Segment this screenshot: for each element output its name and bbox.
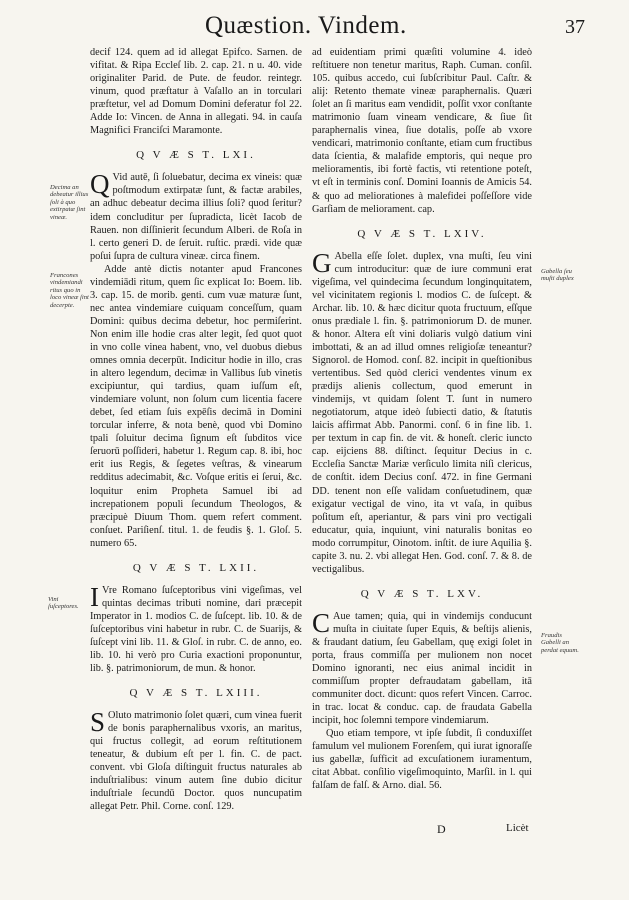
question-63-text: Oluto matrimonio ſolet quæri, cum vinea fuerit de bonis paraphernalibus vxoris, an maritus, qui fructus collegit, ad eorum reſtitutionem teneatur, & dubium eſt per l. fin. C. de pact. convent. vbi Gloſa diſtinguit fructus naturales ab induſtrialibus: vinum autem ſine dubio dicitur induſtriale ſecundū Doctor. quos nuncupatim allegat Petr. Phil. Corne. conſ. 129. [90, 710, 302, 813]
margin-note-decima: Decima an debeatur illius ſoli à quo extirpatæ ſint vineæ. [50, 184, 89, 221]
signature-mark: D [437, 822, 446, 836]
question-heading-62: Q V Æ S T. LXII. [132, 561, 260, 574]
question-heading-63: Q V Æ S T. LXIII. [129, 687, 263, 700]
question-62-text: Vre Romano ſuſceptoribus vini vigeſimas, vel quintas decimas tributi nomine, dari præcepit Imperator in 1. modios C. de ſuſcept. lib. 10. & de ſuſceptoribus vini habetur in rubr. C. de Suarijs, & ſuſcept vini lib. 11. & Gloſ. in rubr. C. de anno, eo. lib. 10. hi verò pro Curia exactioni proponuntur, lib. §. patrimoniorum, de mun. & honor. [90, 584, 302, 675]
margin-note-fraudis: Fraudis Gabelli an perdat equum. [541, 632, 579, 654]
question-64-text: Abella eſſe ſolet. duplex, vna muſti, ſeu vini cum introducitur: quæ de iure communi erat vigeſima, vel quindecima ſecundum longinquitatem, vel vicinitatem regionis l. modios C. de ſuſcept. & Archar. lib. 10. & hæc dicitur quota fructuum, eſſque onus prædiale l. fin. §. patrimoniorum D. de muner. & honor. Altera eſt vini doliaris vulgò datium vini imbottati, & an ad illud omnes religioſæ teneantur? Signorol. de Homod. conſ. 82. incipit in queſtionibus vertentibus. Sed quòd clerici vendentes vinum ex prædijs alienis collectum, quod emerunt in vindemijs, vt quidam ſolent T. ſunt in numero negotiatorum, atque ideò ſubiecti datio, & ſtatutis laicis affirmat Abb. Panormi. conſ. 6 in fine lib. 1. per textum in cap fin. de vit. & honeſt. cleric iuncto cap. eijciens 88. diſtinct. ſequitur Decius in c. Eccleſia Sanctæ Mariæ verſiculo limita niſi clericus, de conſtit. idem Decius conſ. 472. in fine Germani DD. tenent non eſſe validam conſuetudinem, quæ exigatur vectigal de vino, ita vt vaſa, in quibus poſitum eſt, aperiantur, & pars vini pro vectigali educatur, quia, inquiunt, vini naturalis bonitas eo modo corrumpitur, Oinotom. inſtit. de iure Aquilia §. capite 3. nu. 2. vbi allegat Hen. God. conſ. 7. & 8. de vectigalibus. [312, 250, 532, 575]
margin-note-francones: Francones vindemiandi ritus quo in loco vineæ ſint decerpte. [50, 272, 89, 309]
question-65-body [312, 607, 532, 727]
page-number: 37 [565, 16, 585, 38]
dropcap-64: G [312, 247, 332, 278]
right-column [312, 46, 532, 793]
question-heading-64: Q V Æ S T. LXIV. [357, 227, 487, 240]
dropcap-62: I [90, 581, 99, 612]
left-column [90, 46, 302, 814]
question-61-text: Vid autē, ſi ſoluebatur, decima ex vineis: quæ poſtmodum extirpatæ ſunt, & factæ arabiles, an adhuc debeatur decima illius ſoli? quod ſeritur? idem concluditur per ſupradicta, licèt Iacob de Rauen. non diſſinierit ſecundum Alberi. de Roſa in l. certo generi D. de ſeruit. ruſtic. prædi. vide quæ poſui ſupra de cultura vineæ. circa finem. [90, 172, 302, 262]
margin-note-gabella: Gabella ſeu muſti duplex [541, 268, 574, 283]
question-heading-61: Q V Æ S T. LXI. [136, 149, 256, 162]
question-64-body [312, 247, 532, 576]
question-61-body [90, 171, 302, 262]
dropcap-65: C [312, 607, 331, 638]
question-61-para2: Adde antè dictis notanter apud Francones vindemiādi ritum, quem ſic explicat Io: Boem. lib. 3. cap. 15. de morib. genti. cum vuæ maturæ ſunt, nec antea vindemiare cuiquam conceſſum, quam Domini: quibus decima debetur, hoc permiſerint. Non enim ille hodie cras alter legit, ſed quot quot in vno colle vinea habent, vno, vel duobus diebus omnes omnia decerpūt. Indicitur hodie in illo, cras in altero legendum, decimæ in Vallibus ſub vinetis excipiuntur, qui tardius, quam iuſſum eſt, vindemiare volunt, non ſolum cum licentia facere debet, ſed etiam ſuis expēſis decimā in Domini torcular inferre, & nota benè, quod vbi Domino tpali ſoluitur decima ſignum eſt ſubditos vice ſeruorū poſſideri, habetur 1. Regum cap. 8. ibi, hoc erit ius Regis, & ſegetes veſtras, & vinearum redditus adecimabit, &c. Voſque eritis ei ſerui, &c. loquitur enim Propheta Samuel ibi ad increpationem populi ſecundum Theologos, & præcipuè Diuum Thom. quem refert comment. conſuet. Pariſienſ. titul. 1. de feudis §. 1. Gloſ. 5. numero 65. [90, 263, 302, 549]
catchword: Licèt [506, 822, 529, 834]
question-heading-65: Q V Æ S T. LXV. [360, 587, 484, 600]
question-63-body [90, 709, 302, 813]
left-continuation: decif 124. quem ad id allegat Epifco. Sarnen. de vifitat. & Ripa Eccleſ lib. 2. cap. 21. n u. 40. vide originaliter Parid. de Pute. de feudor. reintegr. vinum, quod præftatur à Vaſallo an in torculari præftetur, vel ad Domum Domini deferatur fol 22. Adde Io: Vincen. de Anna in allegati. 94. in cauſa Magnifici Franciſci Maramonte. [90, 47, 302, 137]
question-65-text: Aue tamen; quia, qui in vindemijs conducunt muſta in ciuitate ſuper Equis, & beſtijs alienis, & fraudant datium, ſeu Gabellam, quę exigi ſolet in porta, fraus commiſſa per mulionem non nocet Domino ignoranti, nec eius animal incidit in commiſſum propter defraudatam gabellam, itā communiter doct. dicunt: quos refert Vincen. Carroc. in trac. locat & conduc. cap. de fraudata Gabella incipit, hoc ſolemni tempore vindemiarum. [312, 610, 532, 727]
page-header [0, 12, 629, 46]
question-62-body [90, 581, 302, 675]
dropcap-61: Q [90, 169, 110, 200]
question-65-para2: Quo etiam tempore, vt ipſe ſubdit, ſi conduxiſſet famulum vel mulionem Forenſem, qui iurat ignoraſſe ius gabellæ, ſufficit ad excuſationem iuramentum, citat Abbat. conſilio vigeſimoquinto, Marſil. in l. qui falſam de falſ. & Arno. dial. 56. [312, 728, 532, 792]
dropcap-63: S [90, 707, 106, 738]
running-title: Quæstion. Vindem. [205, 12, 407, 39]
right-continuation: ad euidentiam primi quæſiti volumine 4. ideò reſtituere non tenetur maritus, Raph. Cuman. conſil. 105. quibus accedo, cui ſubſcribitur Paul. Caſtr. & alij: Retento themate vineæ paraphernalis. Quæri ſolet an ſi maritus eam vendidit, poſſit vxor conſtante matrimonio ſuam vineam vendicare, & ſiue ſit paraphernalis vinea, ſiue dotalis, poſſe ab vxore vendicari, matrimonio conſtante, etiam cum fructibus data ſcientia, & malafide emptoris, qui neque pro melioramentis, ibi fortè factis, vti retentione poteſt, vt eſt in terminis conſ. Domini Ioannis de Amicis 54. & quo ad meliorationes à malefidei poſſeſſore vide Garſiam de meliorament. cap. [312, 47, 532, 215]
margin-note-vini-susceptores: Vini ſuſceptores. [48, 596, 79, 611]
